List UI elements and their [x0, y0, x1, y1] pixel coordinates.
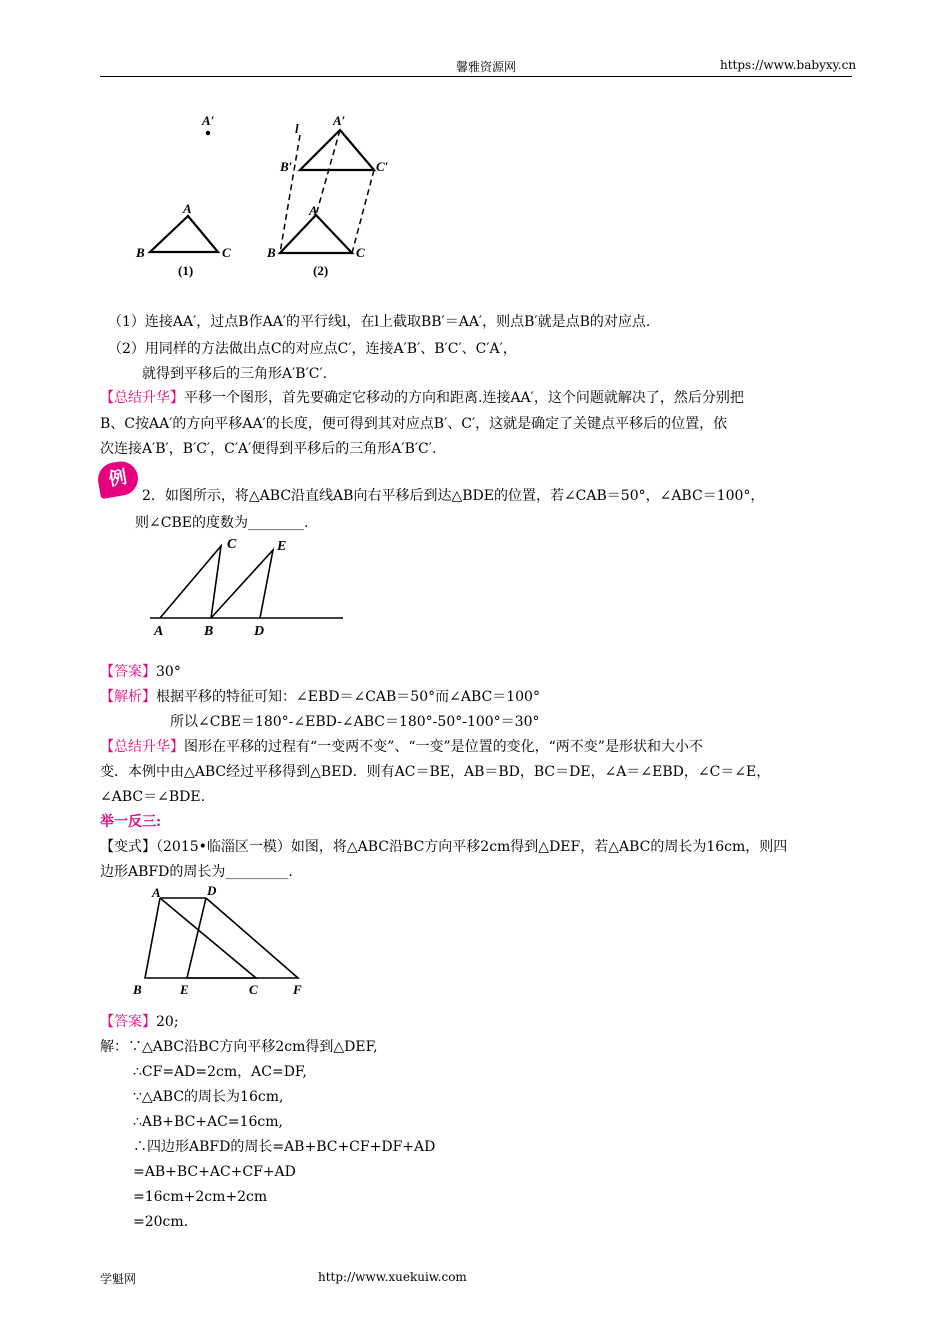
solution-line-4: ∴四边形ABFD的周长=AB+BC+CF+DF+AD — [133, 1139, 436, 1155]
solution-line-7: =20cm. — [133, 1214, 189, 1230]
triangle-a-b-c-prime — [300, 130, 374, 170]
answer-2 — [100, 662, 181, 682]
label-c: C — [227, 537, 237, 552]
label-a-1: A — [183, 201, 192, 216]
header-site: 馨雅资源网 — [456, 60, 517, 74]
triangle-abc — [145, 898, 256, 978]
triangle-abc-1 — [150, 216, 218, 252]
dashed-cc — [352, 170, 374, 253]
triangle-abc-2 — [280, 215, 352, 253]
analysis-2-tag: 【解析】 — [100, 689, 156, 705]
step-1: （1）连接AA′，过点B作AA′的平行线l，在l上截取BB′＝AA′，则点B′就是点B的对应点. — [108, 314, 651, 330]
summary-2-line-3: ∠ABC＝∠BDE. — [100, 789, 206, 805]
triangle-abc — [160, 546, 221, 618]
label-b-2: B — [267, 245, 276, 260]
label-a-prime-1: A′ — [202, 113, 215, 128]
summary-2-line-2: 变．本例中由△ABC经过平移得到△BED．则有AC＝BE，AB＝BD，BC＝DE，∠A＝∠EBD，∠C＝∠E， — [100, 764, 771, 780]
summary-2-text-1: 图形在平移的过程有“一变两不变”、“一变”是位置的变化，“两不变”是形状和大小不 — [184, 739, 703, 755]
label-b-prime: B′ — [280, 159, 293, 174]
analysis-2-text-1: 根据平移的特征可知：∠EBD＝∠CAB＝50°而∠ABC＝100° — [156, 689, 540, 705]
footer-site: 学魁网 — [100, 1272, 137, 1286]
figure-1-label: (1) — [178, 263, 194, 278]
footer-url[interactable]: http://www.xuekuiw.com — [318, 1270, 467, 1284]
solution-line-5: =AB+BC+AC+CF+AD — [133, 1164, 296, 1180]
step-3: 就得到平移后的三角形A′B′C′. — [142, 366, 328, 382]
summary-2-tag: 【总结升华】 — [100, 739, 184, 755]
answer-2-value: 30° — [156, 664, 181, 680]
label-a-prime-2: A′ — [333, 113, 346, 128]
point-a-prime — [206, 131, 210, 135]
label-b-1: B — [136, 245, 145, 260]
label-f: F — [293, 982, 302, 997]
label-c: C — [249, 982, 258, 997]
example-2-question-1: 2．如图所示，将△ABC沿直线AB向右平移后到达△BDE的位置，若∠CAB＝50°，∠ABC＝100°， — [142, 488, 765, 504]
variant-figure — [128, 880, 318, 1000]
solution-line-0: 解：∵△ABC沿BC方向平移2cm得到△DEF, — [100, 1039, 378, 1055]
label-c-2: C — [356, 245, 365, 260]
example-badge-text: 例 — [107, 466, 129, 491]
answer-2-tag: 【答案】 — [100, 664, 156, 680]
variant-tag: 【变式】 — [100, 839, 156, 855]
answer-3-tag: 【答案】 — [100, 1014, 156, 1030]
summary-1-line-2: B、C按AA′的方向平移AA′的长度，便可得到其对应点B′、C′，这就是确定了关键点平移后的位置，依 — [100, 416, 728, 432]
analysis-2-line-1 — [100, 687, 540, 707]
answer-3-value: 20; — [156, 1014, 179, 1030]
triangle-bde — [211, 550, 273, 618]
figure-2-label: (2) — [313, 263, 329, 278]
example-2-figure — [145, 532, 350, 642]
variant-heading: 举一反三: — [100, 814, 162, 830]
label-e: E — [180, 982, 189, 997]
translation-figure — [130, 105, 390, 285]
variant-text-1: （2015•临淄区一模）如图，将△ABC沿BC方向平移2cm得到△DEF，若△ABC的周长为16cm，则四 — [156, 839, 788, 855]
solution-line-6: =16cm+2cm+2cm — [133, 1189, 268, 1205]
analysis-2-line-2: 所以∠CBE＝180°-∠EBD-∠ABC＝180°-50°-100°＝30° — [170, 714, 540, 730]
solution-line-1: ∴CF=AD=2cm，AC=DF, — [133, 1064, 307, 1080]
step-2: （2）用同样的方法做出点C的对应点C′，连接A′B′、B′C′、C′A′， — [108, 341, 517, 357]
example-2-question-2: 则∠CBE的度数为________. — [135, 515, 309, 531]
label-d: D — [254, 624, 265, 639]
label-c-prime: C′ — [376, 159, 389, 174]
label-e: E — [277, 539, 287, 554]
label-c-1: C — [222, 245, 231, 260]
label-b: B — [204, 624, 214, 639]
summary-1-text-1: 平移一个图形，首先要确定它移动的方向和距离.连接AA′，这个问题就解决了，然后分别把 — [184, 390, 744, 406]
label-b: B — [133, 982, 142, 997]
solution-line-2: ∵△ABC的周长为16cm, — [133, 1089, 284, 1105]
summary-1-line-1 — [100, 388, 744, 408]
header-rule — [100, 76, 852, 77]
label-d: D — [207, 883, 217, 898]
example-badge — [95, 459, 140, 499]
variant-question-2: 边形ABFD的周长为_________. — [100, 864, 293, 880]
label-a: A — [154, 624, 164, 639]
header-url[interactable]: https://www.babyxy.cn — [720, 58, 857, 72]
answer-3 — [100, 1012, 179, 1032]
variant-question-1 — [100, 837, 787, 857]
label-a-2: A — [309, 203, 318, 218]
solution-line-3: ∴AB+BC+AC=16cm, — [133, 1114, 283, 1130]
summary-2-line-1 — [100, 737, 703, 757]
label-l: l — [295, 121, 299, 136]
label-a: A — [152, 885, 161, 900]
summary-1-tag: 【总结升华】 — [100, 390, 184, 406]
summary-1-line-3: 次连接A′B′，B′C′，C′A′便得到平移后的三角形A′B′C′. — [100, 441, 437, 457]
